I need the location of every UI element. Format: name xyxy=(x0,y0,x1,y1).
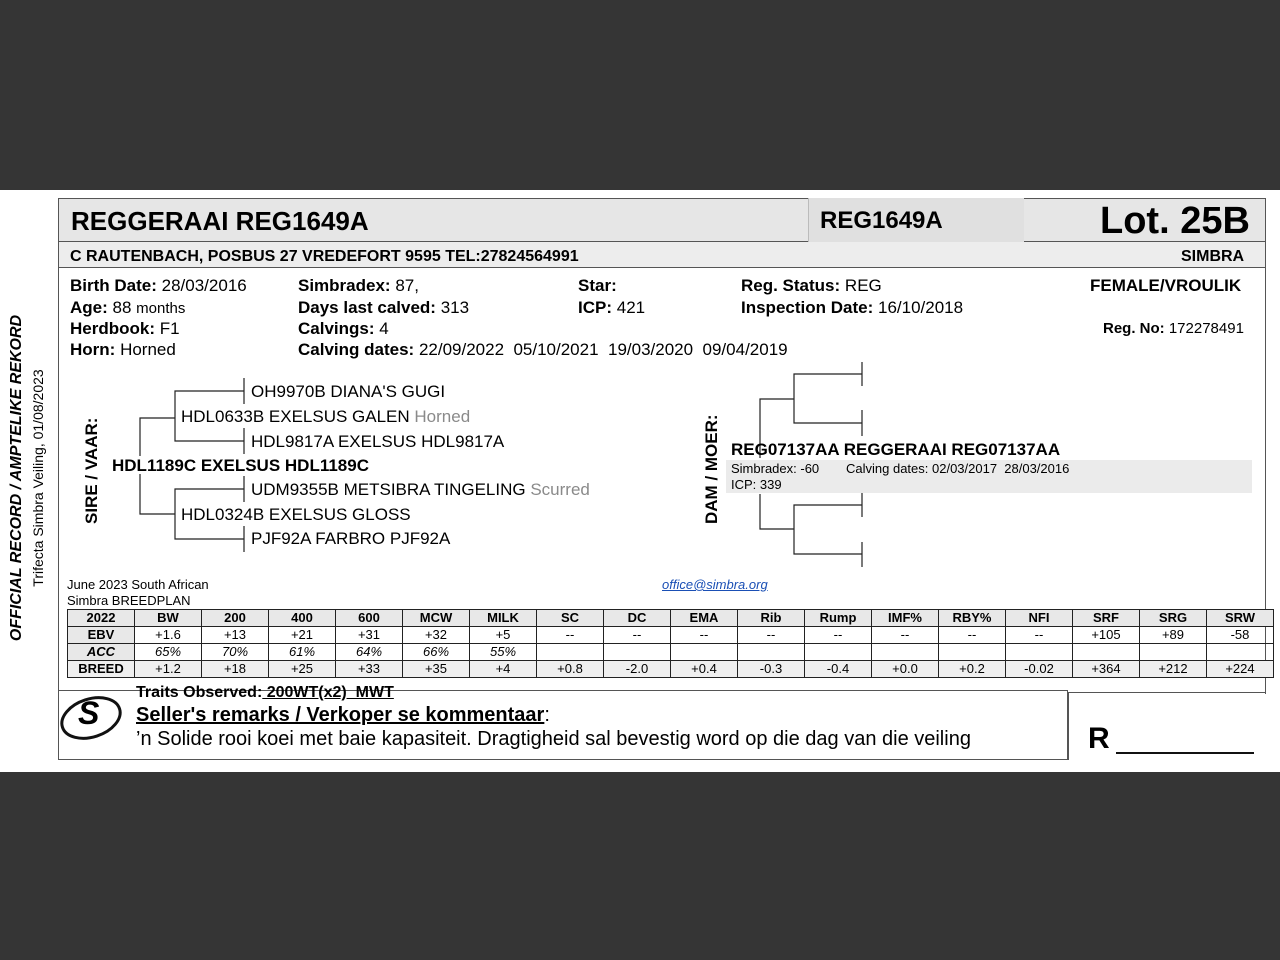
ebv-cell-acc-17 xyxy=(1207,644,1274,661)
ebv-cell-headers-5: MCW xyxy=(403,610,470,627)
ebv-cell-acc-14 xyxy=(1006,644,1073,661)
ebv-cell-headers-15: SRF xyxy=(1073,610,1140,627)
ebv-cell-breed-9: +0.4 xyxy=(671,661,738,678)
owner-line: C RAUTENBACH, POSBUS 27 VREDEFORT 9595 TEL:27824564991 xyxy=(70,248,579,265)
ebv-cell-ebv-16: +89 xyxy=(1140,627,1207,644)
ebv-cell-ebv-15: +105 xyxy=(1073,627,1140,644)
ebv-cell-headers-17: SRW xyxy=(1207,610,1274,627)
ebv-cell-ebv-14: -- xyxy=(1006,627,1073,644)
ebv-cell-acc-1: 65% xyxy=(135,644,202,661)
seller-remarks-text: ’n Solide rooi koei met baie kapasiteit. Dragtigheid sal bevestig word op die dag van die veiling xyxy=(136,728,971,750)
ebv-cell-acc-8 xyxy=(604,644,671,661)
sire-sire-dam: HDL9817A EXELSUS HDL9817A xyxy=(251,432,505,451)
dam-icp: ICP: 339 xyxy=(731,477,782,492)
ebv-cell-ebv-7: -- xyxy=(537,627,604,644)
sire-side-label: SIRE / VAAR: xyxy=(82,417,101,524)
ebv-cell-headers-0: 2022 xyxy=(68,610,135,627)
email-link[interactable]: office@simbra.org xyxy=(662,577,768,592)
ebv-header-row xyxy=(68,610,1274,627)
ebv-cell-acc-11 xyxy=(805,644,872,661)
sire-dam: HDL0324B EXELSUS GLOSS xyxy=(181,505,411,524)
ebv-cell-ebv-0: EBV xyxy=(68,627,135,644)
ebv-cell-breed-16: +212 xyxy=(1140,661,1207,678)
ebv-cell-acc-4: 64% xyxy=(336,644,403,661)
ebv-cell-breed-12: +0.0 xyxy=(872,661,939,678)
simbradex: Simbradex: 87, xyxy=(298,276,419,295)
lot-record-card xyxy=(0,190,1280,772)
icp: ICP: 421 xyxy=(578,298,646,317)
ebv-cell-ebv-11: -- xyxy=(805,627,872,644)
ebv-cell-headers-2: 200 xyxy=(202,610,269,627)
ebv-cell-breed-4: +33 xyxy=(336,661,403,678)
ebv-cell-acc-7 xyxy=(537,644,604,661)
ebv-row xyxy=(68,627,1274,644)
ebv-cell-ebv-1: +1.6 xyxy=(135,627,202,644)
reg-status: Reg. Status: REG xyxy=(741,276,882,295)
horn: Horn: Horned xyxy=(70,340,176,359)
sire-sire-sire: OH9970B DIANA'S GUGI xyxy=(251,382,446,401)
seller-remarks-heading: Seller's remarks / Verkoper se kommentaar: xyxy=(136,704,550,726)
ebv-table xyxy=(67,609,1274,678)
ebv-cell-acc-0: ACC xyxy=(68,644,135,661)
ebv-cell-headers-10: Rib xyxy=(738,610,805,627)
ebv-cell-ebv-6: +5 xyxy=(470,627,537,644)
ebv-cell-headers-16: SRG xyxy=(1140,610,1207,627)
ebv-cell-acc-15 xyxy=(1073,644,1140,661)
simbra-logo-letter: S xyxy=(78,695,100,731)
ebv-cell-breed-14: -0.02 xyxy=(1006,661,1073,678)
reg-code: REG1649A xyxy=(820,207,943,234)
ebv-cell-acc-6: 55% xyxy=(470,644,537,661)
ebv-cell-ebv-12: -- xyxy=(872,627,939,644)
ebv-cell-headers-13: RBY% xyxy=(939,610,1006,627)
traits-observed: Traits Observed: 200WT(x2) MWT xyxy=(136,684,394,701)
inspection-date: Inspection Date: 16/10/2018 xyxy=(741,298,964,317)
acc-row xyxy=(68,644,1274,661)
days-last-calved: Days last calved: 313 xyxy=(298,298,470,317)
ebv-cell-headers-12: IMF% xyxy=(872,610,939,627)
ebv-cell-ebv-13: -- xyxy=(939,627,1006,644)
ebv-cell-breed-17: +224 xyxy=(1207,661,1274,678)
ebv-cell-headers-9: EMA xyxy=(671,610,738,627)
calvings: Calvings: 4 xyxy=(298,319,389,338)
ebv-cell-ebv-3: +21 xyxy=(269,627,336,644)
dam-calving-dates: Calving dates: 02/03/2017 28/03/2016 xyxy=(846,461,1070,476)
sire-dam-dam: PJF92A FARBRO PJF92A xyxy=(251,529,451,548)
ebv-cell-headers-11: Rump xyxy=(805,610,872,627)
ebv-cell-ebv-4: +31 xyxy=(336,627,403,644)
ebv-cell-acc-3: 61% xyxy=(269,644,336,661)
ebv-cell-breed-10: -0.3 xyxy=(738,661,805,678)
ebv-cell-headers-8: DC xyxy=(604,610,671,627)
ebv-cell-headers-6: MILK xyxy=(470,610,537,627)
breedplan-line1: June 2023 South African xyxy=(67,577,209,592)
ebv-cell-acc-10 xyxy=(738,644,805,661)
sex: FEMALE/VROULIK xyxy=(1090,276,1242,295)
ebv-cell-breed-15: +364 xyxy=(1073,661,1140,678)
ebv-cell-acc-5: 66% xyxy=(403,644,470,661)
birth-date: Birth Date: 28/03/2016 xyxy=(70,276,247,295)
ebv-cell-breed-0: BREED xyxy=(68,661,135,678)
ebv-cell-headers-14: NFI xyxy=(1006,610,1073,627)
ebv-cell-breed-6: +4 xyxy=(470,661,537,678)
ebv-cell-breed-7: +0.8 xyxy=(537,661,604,678)
ebv-cell-headers-4: 600 xyxy=(336,610,403,627)
auction-date-label: Trifecta Simbra Veiling, 01/08/2023 xyxy=(30,369,46,587)
ebv-cell-ebv-2: +13 xyxy=(202,627,269,644)
herdbook: Herdbook: F1 xyxy=(70,319,180,338)
official-record-label: OFFICIAL RECORD / AMPTELIKE REKORD xyxy=(8,314,25,642)
age: Age: 88 months xyxy=(70,298,186,317)
breed-name: SIMBRA xyxy=(1181,248,1245,265)
price-line[interactable] xyxy=(1116,752,1254,754)
animal-title: REGGERAAI REG1649A xyxy=(71,206,369,236)
ebv-cell-ebv-5: +32 xyxy=(403,627,470,644)
ebv-cell-breed-2: +18 xyxy=(202,661,269,678)
ebv-cell-headers-3: 400 xyxy=(269,610,336,627)
star: Star: xyxy=(578,276,617,295)
ebv-cell-acc-13 xyxy=(939,644,1006,661)
breedplan-line2: Simbra BREEDPLAN xyxy=(67,593,191,608)
ebv-cell-acc-12 xyxy=(872,644,939,661)
breed-row xyxy=(68,661,1274,678)
dam-dam-bracket xyxy=(760,493,862,567)
dam-side-label: DAM / MOER: xyxy=(702,414,721,524)
ebv-cell-ebv-9: -- xyxy=(671,627,738,644)
ebv-cell-breed-1: +1.2 xyxy=(135,661,202,678)
calving-dates: Calving dates: 22/09/2022 05/10/2021 19/03/2020 09/04/2019 xyxy=(298,340,788,359)
dam-simbradex: Simbradex: -60 xyxy=(731,461,820,476)
reg-no: Reg. No: 172278491 xyxy=(1103,320,1244,337)
lot-number: Lot. 25B xyxy=(1100,200,1250,242)
ebv-cell-headers-7: SC xyxy=(537,610,604,627)
sire-name: HDL1189C EXELSUS HDL1189C xyxy=(112,456,369,475)
sire-dam-sire: UDM9355B METSIBRA TINGELING Scurred xyxy=(251,480,590,499)
ebv-cell-acc-2: 70% xyxy=(202,644,269,661)
ebv-cell-ebv-17: -58 xyxy=(1207,627,1274,644)
ebv-cell-breed-5: +35 xyxy=(403,661,470,678)
ebv-cell-acc-16 xyxy=(1140,644,1207,661)
ebv-cell-ebv-10: -- xyxy=(738,627,805,644)
ebv-cell-ebv-8: -- xyxy=(604,627,671,644)
dam-name: REG07137AA REGGERAAI REG07137AA xyxy=(731,440,1061,459)
sire-sire: HDL0633B EXELSUS GALEN Horned xyxy=(181,407,471,426)
price-currency: R xyxy=(1088,722,1110,755)
ebv-cell-headers-1: BW xyxy=(135,610,202,627)
ebv-cell-breed-13: +0.2 xyxy=(939,661,1006,678)
ebv-cell-breed-8: -2.0 xyxy=(604,661,671,678)
ebv-cell-breed-3: +25 xyxy=(269,661,336,678)
ebv-cell-breed-11: -0.4 xyxy=(805,661,872,678)
ebv-cell-acc-9 xyxy=(671,644,738,661)
